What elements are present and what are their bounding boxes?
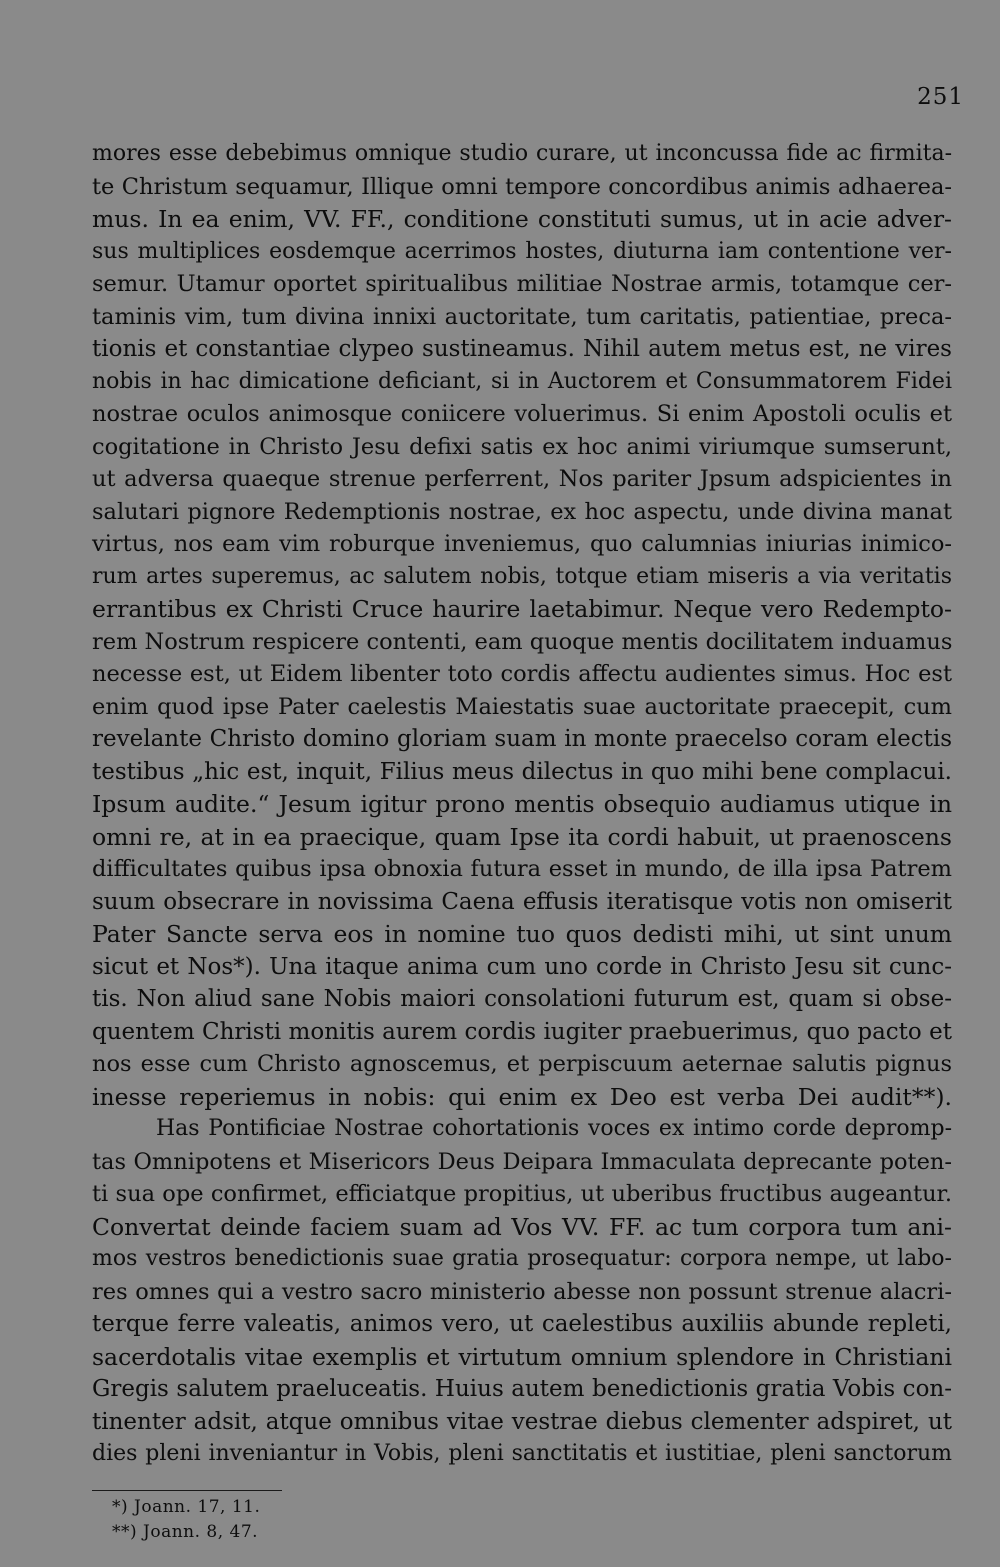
- page-number: 251: [917, 84, 964, 110]
- text-line: tis. Non aliud sane Nobis maiori consolationi futurum est, quam si obse-: [92, 986, 952, 1012]
- footnote-1: *) Joann. 17, 11.: [112, 1497, 261, 1517]
- text-line: nobis in hac dimicatione deficiant, si in Auctorem et Consummatorem Fidei: [92, 368, 952, 394]
- text-line: sus multiplices eosdemque acerrimos hostes, diuturna iam contentione ver-: [92, 238, 952, 264]
- text-line: terque ferre valeatis, animos vero, ut caelestibus auxiliis abunde repleti,: [92, 1311, 952, 1337]
- text-line: salutari pignore Redemptionis nostrae, ex hoc aspectu, unde divina manat: [92, 498, 952, 525]
- text-line: tionis et constantiae clypeo sustineamus. Nihil autem metus est, ne vires: [92, 336, 952, 362]
- text-line: Gregis salutem praeluceatis. Huius autem benedictionis gratia Vobis con-: [92, 1376, 952, 1402]
- text-line: nos esse cum Christo agnoscemus, et perpiscuum aeternae salutis pignus: [92, 1051, 952, 1077]
- text-line: sicut et Nos*). Una itaque anima cum uno corde in Christo Jesu sit cunc-: [92, 953, 952, 980]
- text-line: quentem Christi monitis aurem cordis iugiter praebuerimus, quo pacto et: [92, 1018, 952, 1045]
- text-line: taminis vim, tum divina innixi auctoritate, tum caritatis, patientiae, preca-: [92, 303, 952, 330]
- text-line: suum obsecrare in novissima Caena effusis iteratisque votis non omiserit: [92, 888, 952, 915]
- text-line: semur. Utamur oportet spiritualibus militiae Nostrae armis, totamque cer-: [92, 271, 952, 297]
- text-line: errantibus ex Christi Cruce haurire laetabimur. Neque vero Redempto-: [92, 595, 952, 623]
- text-line: rum artes superemus, ac salutem nobis, totque etiam miseris a via veritatis: [92, 563, 952, 589]
- text-line: testibus „hic est, inquit, Filius meus dilectus in quo mihi bene complacui.: [92, 758, 952, 785]
- text-line: Convertat deinde faciem suam ad Vos VV. FF. ac tum corpora tum ani-: [92, 1212, 952, 1241]
- text-line: nostrae oculos animosque coniicere voluerimus. Si enim Apostoli oculis et: [92, 401, 952, 427]
- text-line: tinenter adsit, atque omnibus vitae vestrae diebus clementer adspiret, ut: [92, 1408, 952, 1435]
- footnote-separator: [92, 1490, 282, 1491]
- text-line: tas Omnipotens et Misericors Deus Deipara Immaculata deprecante poten-: [92, 1148, 952, 1175]
- text-line: virtus, nos eam vim roburque inveniemus, quo calumnias iniurias inimico-: [92, 531, 952, 557]
- body-text: [92, 138, 952, 1471]
- text-line: mus. In ea enim, VV. FF., conditione constituti sumus, ut in acie adver-: [92, 205, 952, 233]
- text-line: cogitatione in Christo Jesu defixi satis ex hoc animi viriumque sumserunt,: [92, 433, 952, 460]
- text-line: Has Pontificiae Nostrae cohortationis voces ex intimo corde depromp-: [156, 1116, 952, 1141]
- text-line: te Christum sequamur, Illique omni tempore concordibus animis adhaerea-: [92, 173, 952, 200]
- text-line: res omnes qui a vestro sacro ministerio abesse non possunt strenue alacri-: [92, 1278, 952, 1305]
- text-line: necesse est, ut Eidem libenter toto cordis affectu audientes simus. Hoc est: [92, 661, 952, 687]
- text-line: Ipsum audite.“ Jesum igitur prono mentis obsequio audiamus utique in: [92, 790, 952, 818]
- text-line: enim quod ipse Pater caelestis Maiestatis suae auctoritate praecepit, cum: [92, 693, 952, 720]
- text-line: dies pleni inveniantur in Vobis, pleni sanctitatis et iustitiae, pleni sanctorum: [92, 1441, 952, 1466]
- text-line: mos vestros benedictionis suae gratia prosequatur: corpora nempe, ut labo-: [92, 1246, 952, 1271]
- text-line: Pater Sancte serva eos in nomine tuo quos dedisti mihi, ut sint unum: [92, 920, 952, 948]
- text-line: inesse reperiemus in nobis: qui enim ex Deo est verba Dei audit**).: [92, 1082, 952, 1111]
- text-line: ti sua ope confirmet, efficiatque propitius, ut uberibus fructibus augeantur.: [92, 1181, 952, 1207]
- text-line: omni re, at in ea praecique, quam Ipse ita cordi habuit, ut praenoscens: [92, 822, 952, 851]
- text-line: sacerdotalis vitae exemplis et virtutum omnium splendore in Christiani: [92, 1342, 952, 1371]
- text-line: rem Nostrum respicere contenti, eam quoque mentis docilitatem induamus: [92, 628, 953, 655]
- text-line: mores esse debebimus omnique studio curare, ut inconcussa fide ac firmita-: [92, 141, 952, 166]
- footnotes: [112, 1495, 260, 1545]
- text-line: ut adversa quaeque strenue perferrent, Nos pariter Jpsum adspicientes in: [92, 466, 952, 492]
- footnote-2: **) Joann. 8, 47.: [112, 1522, 259, 1542]
- text-line: difficultates quibus ipsa obnoxia futura esset in mundo, de illa ipsa Patrem: [92, 856, 952, 882]
- text-line: revelante Christo domino gloriam suam in monte praecelso coram electis: [92, 726, 952, 752]
